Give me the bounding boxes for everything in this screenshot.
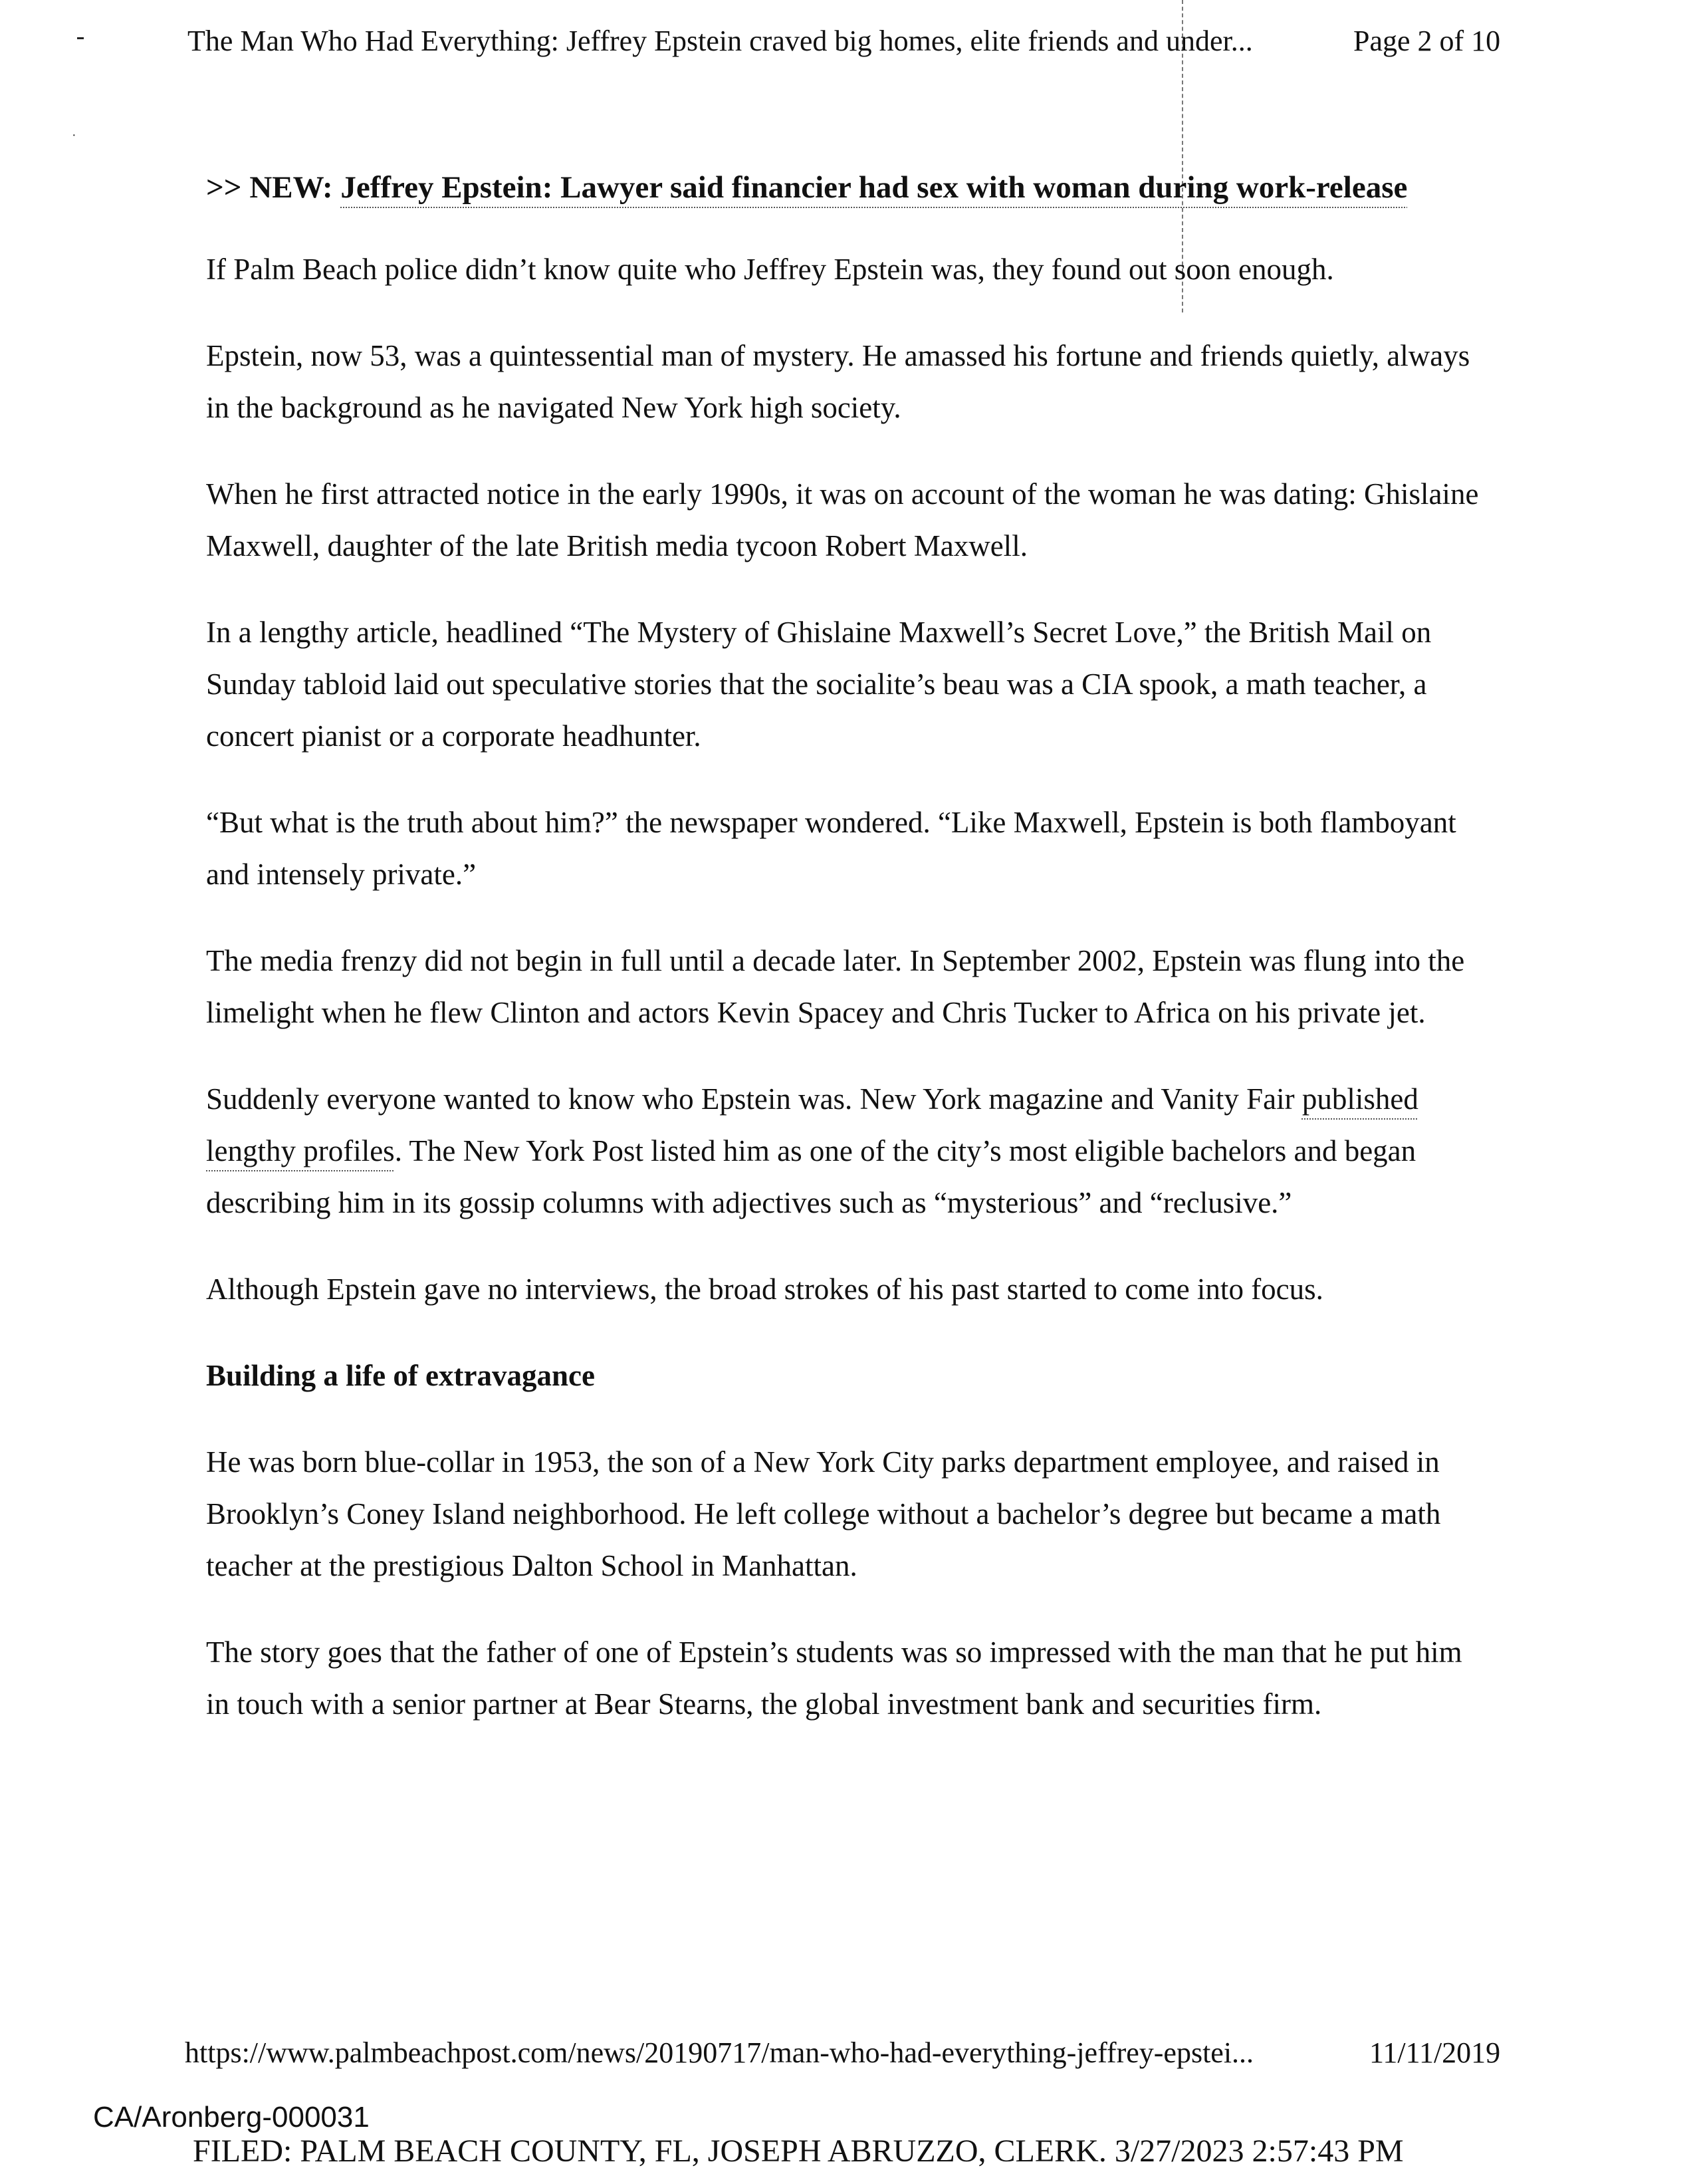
paragraph: Although Epstein gave no interviews, the broad strokes of his past started to come into focus. — [206, 1273, 1323, 1306]
paragraph-profiles — [206, 1073, 1482, 1229]
header-title: The Man Who Had Everything: Jeffrey Epstein craved big homes, elite friends and under... — [187, 25, 1253, 57]
paragraph: If Palm Beach police didn’t know quite who Jeffrey Epstein was, they found out soon enough. — [206, 253, 1334, 286]
new-story-link[interactable]: Jeffrey Epstein: Lawyer said financier had sex with woman during work-release — [340, 170, 1408, 205]
header-page-number: Page 2 of 10 — [1353, 25, 1501, 57]
footer-date: 11/11/2019 — [1369, 2036, 1501, 2069]
new-prefix: >> NEW: — [206, 170, 341, 205]
new-story-callout — [206, 160, 1482, 215]
scan-dot: · — [72, 128, 76, 143]
footer-url: https://www.palmbeachpost.com/news/20190717/man-who-had-everything-jeffrey-epstei... — [185, 2036, 1254, 2069]
paragraph: The media frenzy did not begin in full until a decade later. In September 2002, Epstein was flung into the limelight when he flew Clinton and actors Kevin Spacey and Chris Tucker to Africa on his private jet. — [206, 944, 1465, 1029]
lengthy-profiles-link[interactable]: lengthy profiles — [206, 1134, 395, 1167]
section-subheading: Building a life of extravagance — [206, 1359, 595, 1392]
paragraph: When he first attracted notice in the early 1990s, it was on account of the woman he was dating: Ghislaine Maxwell, daughter of the late British media tycoon Robert Maxwell. — [206, 477, 1479, 562]
paragraph: “But what is the truth about him?” the newspaper wondered. “Like Maxwell, Epstein is both flamboyant and intensely private.” — [206, 806, 1456, 891]
scan-mark — [77, 37, 84, 39]
paragraph: In a lengthy article, headlined “The Mystery of Ghislaine Maxwell’s Secret Love,” the British Mail on Sunday tabloid laid out speculative stories that the socialite’s beau was a CIA spook, a math teacher, a concert pianist or a corporate headhunter. — [206, 616, 1432, 753]
paragraph: The story goes that the father of one of Epstein’s students was so impressed with the man that he put him in touch with a senior partner at Bear Stearns, the global investment bank and securities firm. — [206, 1636, 1462, 1721]
bates-number: CA/Aronberg-000031 — [93, 2101, 370, 2133]
paragraph-text: Suddenly everyone wanted to know who Epstein was. New York magazine and Vanity Fair — [206, 1082, 1302, 1116]
paragraph-text: . The New York Post listed him as one of the city’s most eligible bachelors and began describing him in its gossip columns with adjectives such as “mysterious” and “reclusive.” — [206, 1134, 1416, 1219]
paragraph: He was born blue-collar in 1953, the son of a New York City parks department employee, and raised in Brooklyn’s Coney Island neighborhood. He left college without a bachelor’s degree but became a math teacher at the prestigious Dalton School in Manhattan. — [206, 1445, 1441, 1582]
article-body — [206, 160, 1482, 1764]
published-link[interactable]: published — [1301, 1082, 1418, 1116]
paragraph: Epstein, now 53, was a quintessential man of mystery. He amassed his fortune and friends quietly, always in the background as he navigated New York high society. — [206, 339, 1470, 424]
filed-stamp: FILED: PALM BEACH COUNTY, FL, JOSEPH ABRUZZO, CLERK. 3/27/2023 2:57:43 PM — [193, 2133, 1404, 2169]
